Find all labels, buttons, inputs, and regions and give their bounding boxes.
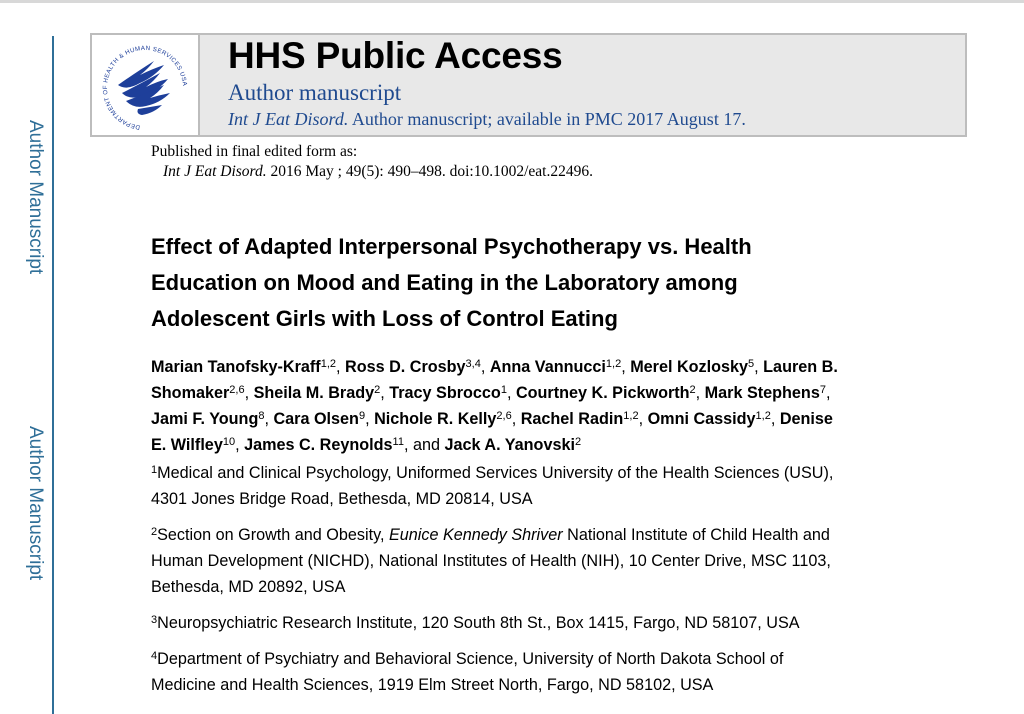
author-separator: ,: [235, 436, 245, 454]
article-title-line: Education on Mood and Eating in the Laboratory among: [151, 270, 738, 295]
affiliation-number: 1: [151, 464, 158, 477]
author-separator: ,: [480, 358, 490, 376]
availability-text: Author manuscript; available in PMC 2017 August 17.: [351, 109, 746, 129]
affiliation-ref: 1,2: [320, 358, 336, 371]
affiliation-ref: 8: [258, 410, 265, 423]
affiliation-line: [151, 650, 783, 669]
affiliation-ref: 5: [748, 358, 755, 371]
hhs-eagle-seal-icon: [92, 35, 198, 135]
affiliation-ref: 2: [689, 384, 696, 397]
author-name: Denise: [779, 410, 833, 428]
author-separator: ,: [244, 384, 254, 402]
affiliation-ref: 7: [819, 384, 826, 397]
affiliation-text: Department of Psychiatry and Behavioral Science, University of North Dakota School of: [157, 650, 784, 668]
affiliation-ref: 3,4: [465, 358, 481, 371]
citation-journal: Int J Eat Disord.: [163, 163, 267, 180]
pmc-availability: [228, 109, 746, 130]
affiliation-ref: 2,6: [496, 410, 512, 423]
affiliation-text: Bethesda, MD 20892, USA: [151, 578, 346, 596]
author-name: Marian Tanofsky-Kraff: [151, 358, 321, 376]
side-label-author-manuscript: Author Manuscript: [25, 120, 46, 275]
author-separator: ,: [754, 358, 764, 376]
affiliation-text: Section on Growth and Obesity,: [157, 526, 389, 544]
side-label-author-manuscript: Author Manuscript: [25, 426, 46, 581]
affiliation-line: [151, 614, 800, 633]
affiliation-text: Medical and Clinical Psychology, Uniformed Services University of the Health Sciences (USU),: [157, 464, 834, 482]
hhs-title: HHS Public Access: [228, 35, 563, 76]
author-name: Ross D. Crosby: [345, 358, 466, 376]
author-line: [151, 436, 581, 455]
author-name: Tracy Sbrocco: [389, 384, 501, 402]
author-separator: ,: [336, 358, 345, 376]
author-line: [151, 384, 830, 403]
author-name: James C. Reynolds: [244, 436, 393, 454]
author-name: Cara Olsen: [273, 410, 359, 428]
affiliation-ref: 1: [500, 384, 507, 397]
author-separator: ,: [621, 358, 631, 376]
affiliation-ref: 9: [358, 410, 366, 423]
affiliation-text: 4301 Jones Bridge Road, Bethesda, MD 20814, USA: [151, 490, 533, 508]
affiliation-text: Eunice Kennedy Shriver: [388, 526, 563, 544]
affiliation-ref: 1,2: [623, 410, 639, 423]
author-separator: , and: [403, 436, 445, 454]
author-name: Omni Cassidy: [647, 410, 756, 428]
author-name: Rachel Radin: [520, 410, 624, 428]
author-name: Mark Stephens: [704, 384, 820, 402]
affiliation-ref: 10: [222, 436, 236, 449]
author-name: Shomaker: [151, 384, 230, 402]
author-name: Sheila M. Brady: [253, 384, 375, 402]
affiliation-number: 4: [151, 650, 158, 663]
author-name: Merel Kozlosky: [630, 358, 749, 376]
top-border: [0, 0, 1024, 3]
hhs-header-banner: [90, 33, 967, 137]
affiliation-ref: 1,2: [755, 410, 771, 423]
affiliation-text: Human Development (NICHD), National Institutes of Health (NIH), 10 Center Drive, MSC 1103,: [151, 552, 831, 570]
author-separator: ,: [511, 410, 521, 428]
journal-name: Int J Eat Disord.: [228, 109, 349, 129]
affiliation-text: Neuropsychiatric Research Institute, 120 South 8th St., Box 1415, Fargo, ND 58107, USA: [157, 614, 800, 632]
author-separator: ,: [380, 384, 390, 402]
affiliation-ref: 2: [374, 384, 381, 397]
author-name: Anna Vannucci: [489, 358, 606, 376]
side-rule: [52, 36, 54, 714]
author-separator: ,: [695, 384, 705, 402]
affiliation-number: 2: [151, 526, 158, 539]
article-title-line: Effect of Adapted Interpersonal Psychotherapy vs. Health: [151, 234, 752, 259]
affiliation-line: [151, 490, 533, 509]
article-title-line: Adolescent Girls with Loss of Control Eating: [151, 306, 618, 331]
author-separator: ,: [264, 410, 274, 428]
affiliation-line: [151, 578, 345, 597]
published-label: Published in final edited form as:: [151, 143, 358, 160]
author-separator: ,: [506, 384, 516, 402]
author-name: Jack A. Yanovski: [444, 436, 575, 454]
citation: [163, 163, 593, 181]
affiliation-line: [151, 464, 833, 483]
affiliation-text: National Institute of Child Health and: [562, 526, 830, 544]
affiliation-number: 3: [151, 614, 158, 627]
affiliation-ref: 11: [392, 436, 404, 449]
manuscript-label: Author manuscript: [228, 80, 402, 105]
hhs-logo: [92, 35, 200, 135]
author-line: [151, 358, 838, 377]
author-separator: ,: [638, 410, 648, 428]
author-name: E. Wilfley: [151, 436, 223, 454]
author-name: Courtney K. Pickworth: [515, 384, 690, 402]
affiliation-line: [151, 676, 713, 695]
author-separator: ,: [825, 384, 831, 402]
affiliation-line: [151, 552, 831, 571]
author-name: Nichole R. Kelly: [374, 410, 497, 428]
affiliation-ref: 2: [574, 436, 582, 449]
affiliation-line: [151, 526, 830, 545]
affiliation-ref: 1,2: [605, 358, 622, 371]
author-separator: ,: [770, 410, 780, 428]
author-separator: ,: [365, 410, 375, 428]
author-name: Jami F. Young: [151, 410, 259, 428]
author-line: [151, 410, 833, 429]
author-name: Lauren B.: [763, 358, 838, 376]
seal-text: DEPARTMENT OF HEALTH & HUMAN SERVICES USA: [101, 44, 189, 131]
citation-details: 2016 May ; 49(5): 490–498. doi:10.1002/eat.22496.: [270, 163, 593, 180]
affiliation-text: Medicine and Health Sciences, 1919 Elm Street North, Fargo, ND 58102, USA: [151, 676, 714, 694]
affiliation-ref: 2,6: [229, 384, 245, 397]
